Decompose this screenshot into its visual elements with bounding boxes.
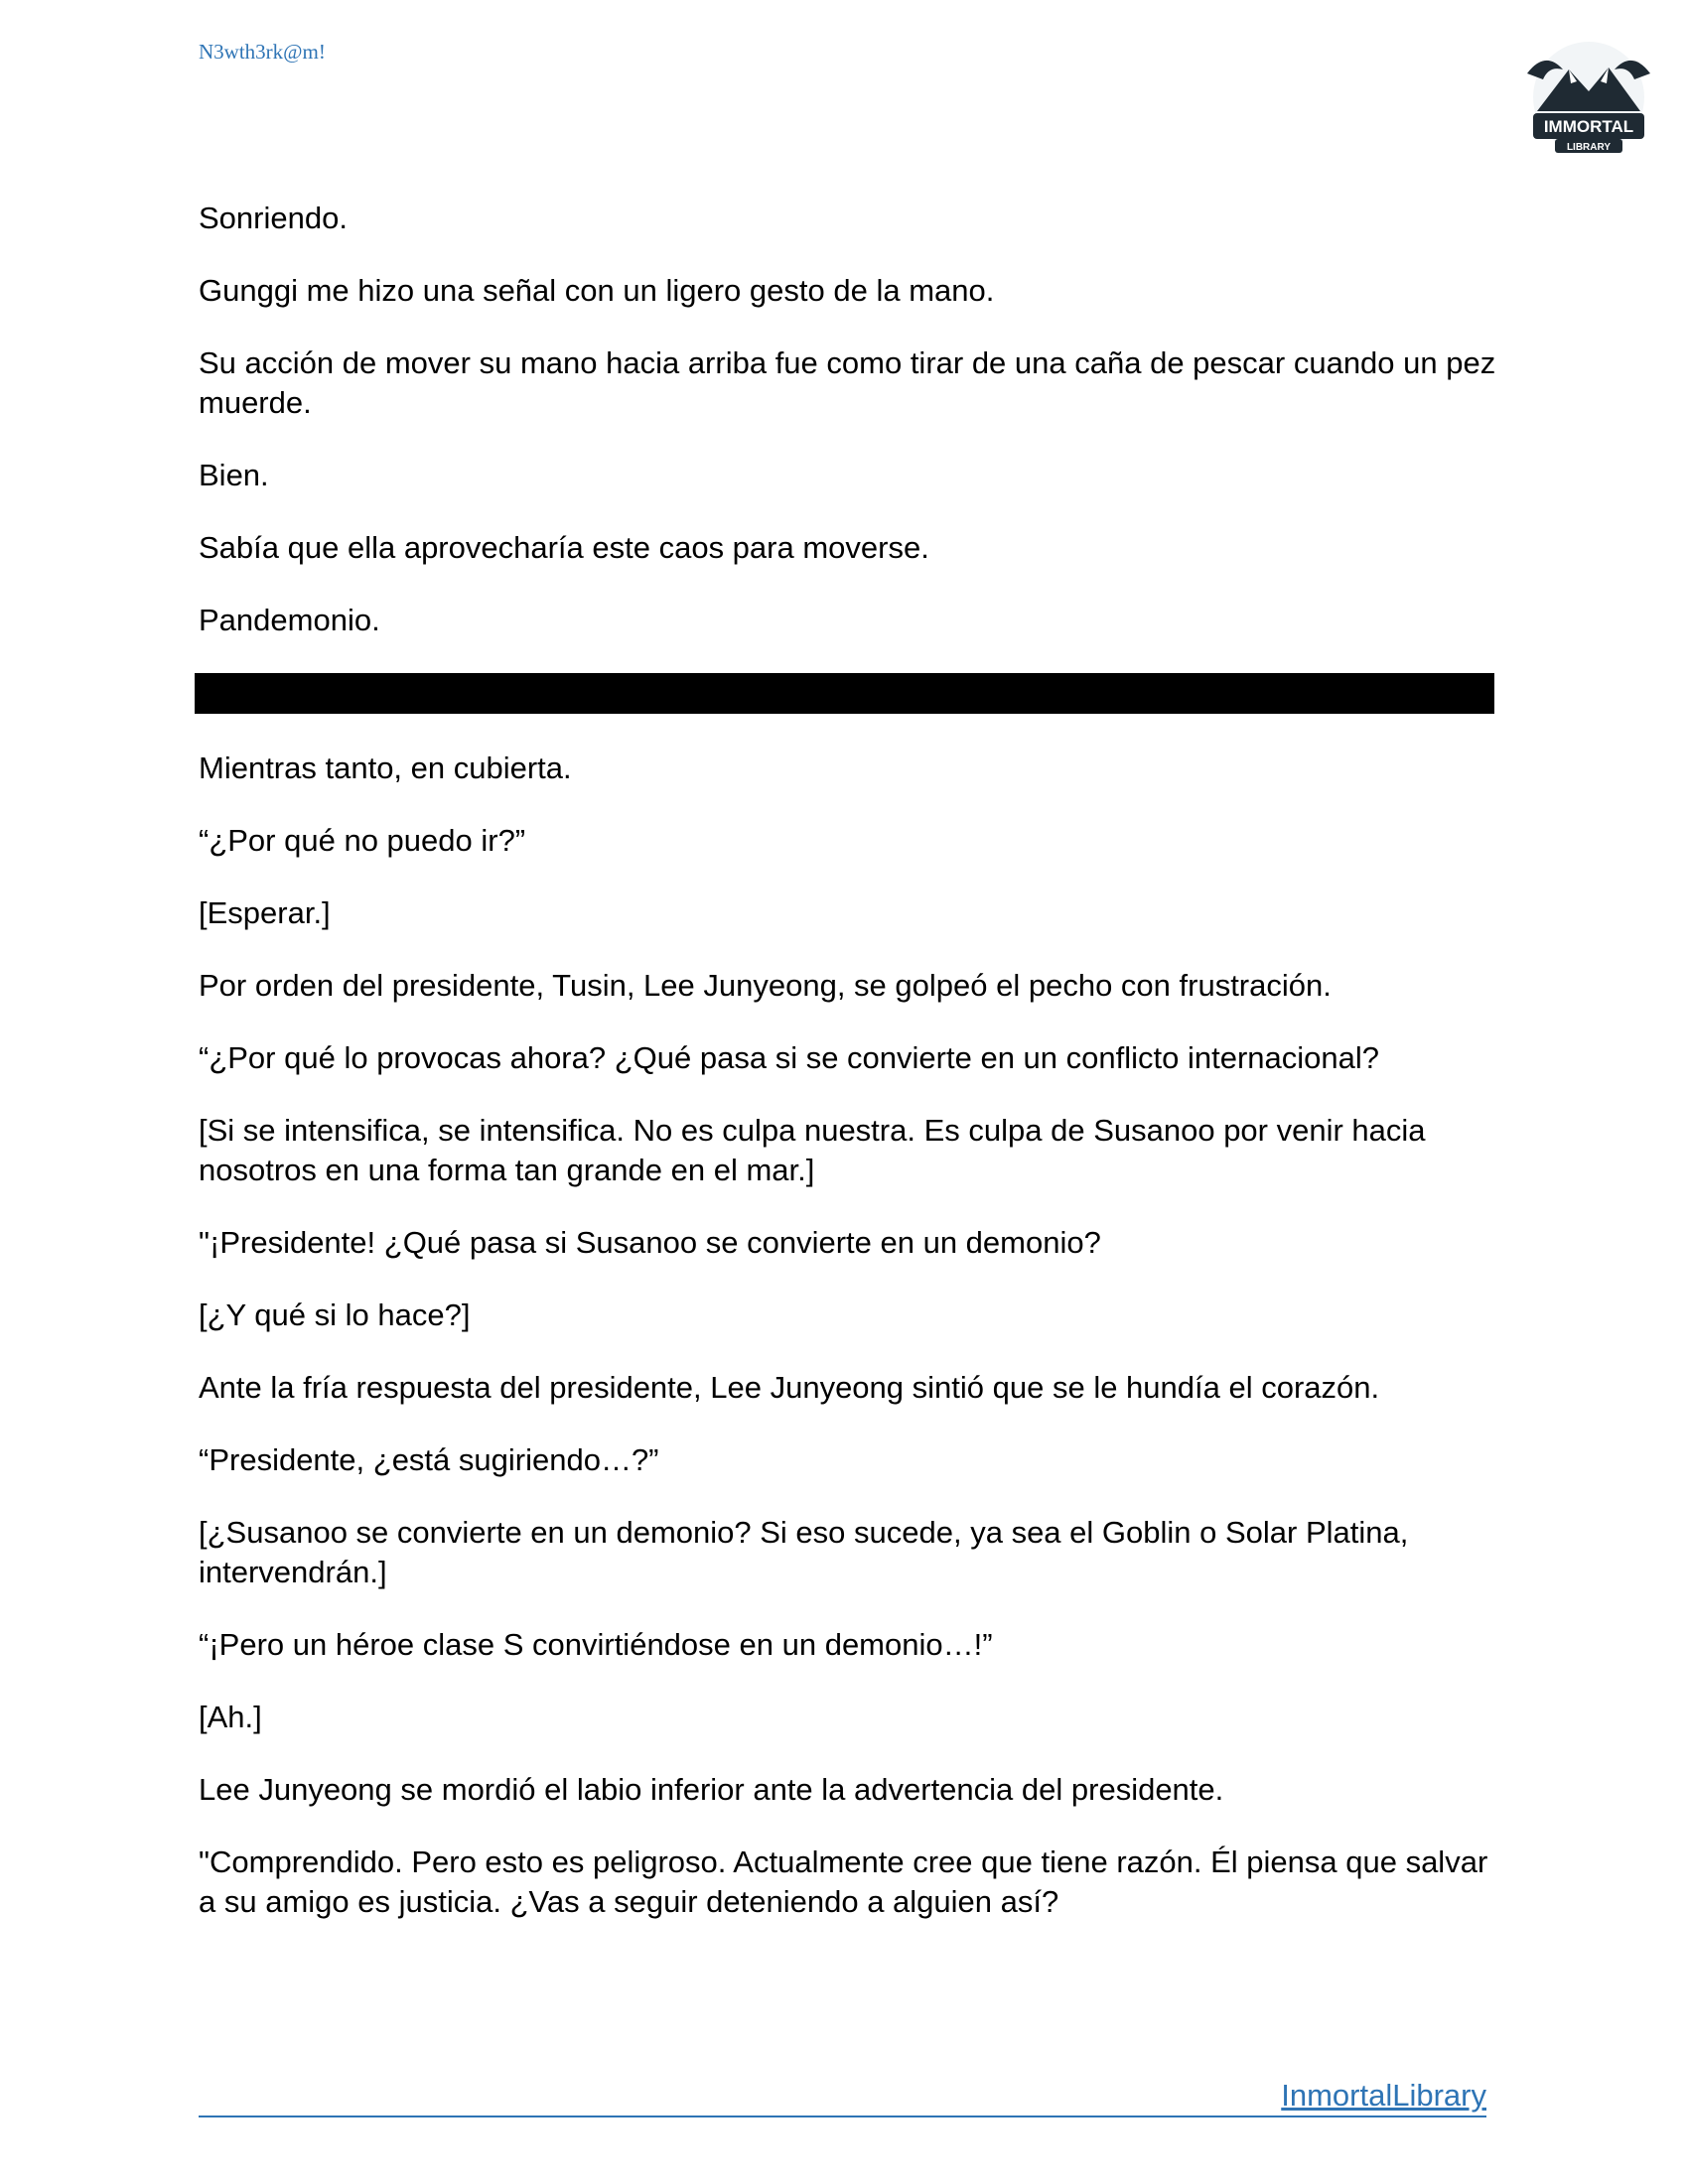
paragraph: Pandemonio. (199, 603, 380, 637)
paragraph: [Si se intensifica, se intensifica. No es culpa nuestra. Es culpa de Susanoo por venir hacia nosotros en una forma tan grande en el mar.] (199, 1113, 1426, 1187)
paragraph: Ante la fría respuesta del presidente, Lee Junyeong sintió que se le hundía el corazón. (199, 1370, 1380, 1405)
paragraph: Bien. (199, 458, 269, 492)
paragraph: Mientras tanto, en cubierta. (199, 751, 572, 785)
paragraph: [Ah.] (199, 1700, 262, 1734)
chapter-body (199, 199, 1499, 1955)
paragraph: “¿Por qué no puedo ir?” (199, 823, 526, 858)
paragraph: Gunggi me hizo una señal con un ligero gesto de la mano. (199, 273, 995, 308)
footer-link[interactable]: InmortalLibrary (1281, 2078, 1486, 2113)
paragraph: [¿Susanoo se convierte en un demonio? Si eso sucede, ya sea el Goblin o Solar Platina, intervendrán.] (199, 1515, 1409, 1589)
paragraph: “¡Pero un héroe clase S convirtiéndose en un demonio…!” (199, 1627, 993, 1662)
paragraph: Sonriendo. (199, 201, 348, 235)
paragraph: "Comprendido. Pero esto es peligroso. Actualmente cree que tiene razón. Él piensa que salvar a su amigo es justicia. ¿Vas a seguir deteniendo a alguien así? (199, 1844, 1488, 1919)
paragraph: Su acción de mover su mano hacia arriba fue como tirar de una caña de pescar cuando un pez muerde. (199, 345, 1496, 420)
paragraph: “¿Por qué lo provocas ahora? ¿Qué pasa si se convierte en un conflicto internacional? (199, 1040, 1380, 1075)
paragraph: Por orden del presidente, Tusin, Lee Junyeong, se golpeó el pecho con frustración. (199, 968, 1332, 1003)
paragraph: [Esperar.] (199, 895, 331, 930)
paragraph: “Presidente, ¿está sugiriendo…?” (199, 1442, 659, 1477)
paragraph: Sabía que ella aprovecharía este caos para moverse. (199, 530, 929, 565)
svg-text:IMMORTAL: IMMORTAL (1543, 117, 1634, 136)
paragraph: Lee Junyeong se mordió el labio inferior ante la advertencia del presidente. (199, 1772, 1224, 1807)
paragraph: [¿Y qué si lo hace?] (199, 1297, 471, 1332)
footer-rule (199, 2116, 1486, 2117)
header-tag: N3wth3rk@m! (199, 40, 326, 64)
immortal-library-logo (1519, 40, 1658, 169)
paragraph: "¡Presidente! ¿Qué pasa si Susanoo se convierte en un demonio? (199, 1225, 1101, 1260)
scene-divider-bar (195, 673, 1494, 714)
svg-text:LIBRARY: LIBRARY (1566, 142, 1612, 153)
